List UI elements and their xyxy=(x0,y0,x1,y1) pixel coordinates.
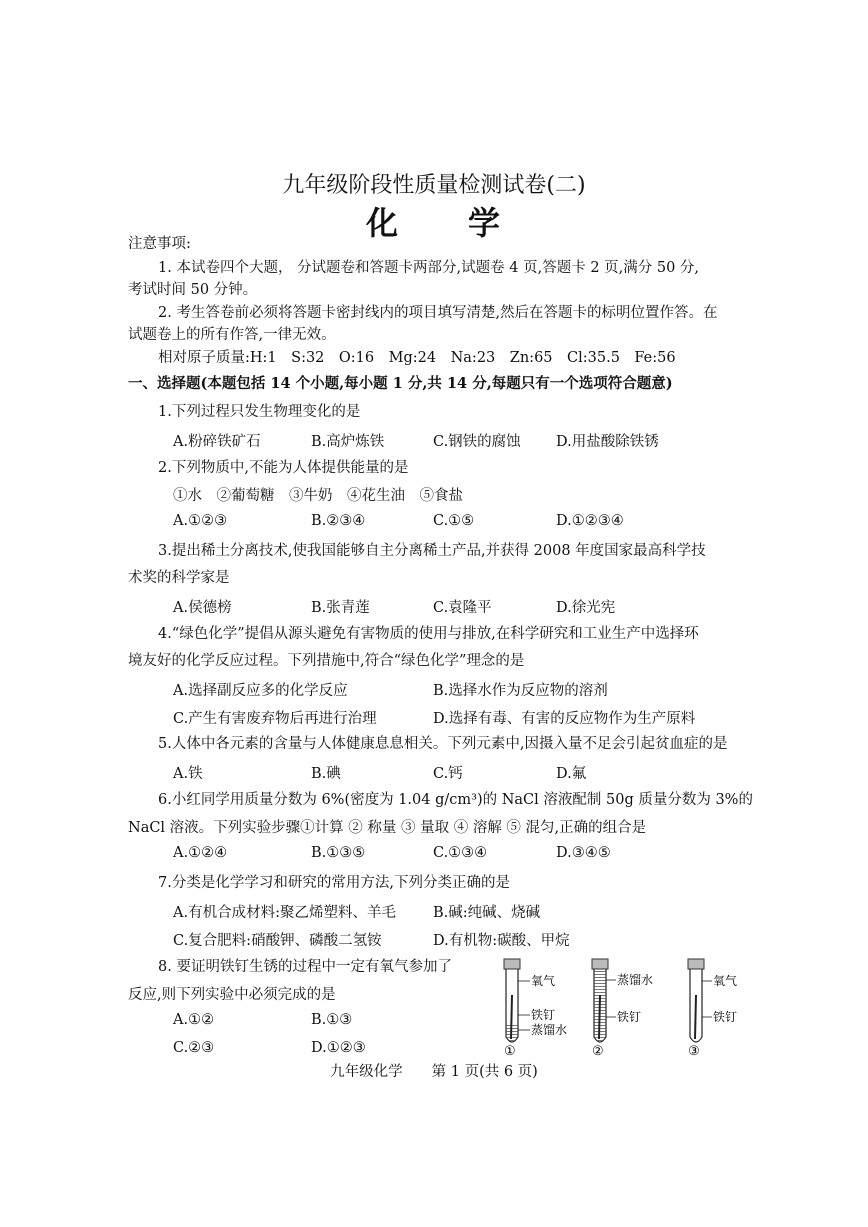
q7-option-c: C.复合肥料:硝酸钾、磷酸二氢铵 xyxy=(173,933,382,949)
tube1-label-water: 蒸馏水 xyxy=(531,1023,568,1037)
q3-option-d: D.徐光宪 xyxy=(556,600,616,616)
q8-option-a: A.①② xyxy=(173,1012,215,1028)
q1-option-b: B.高炉炼铁 xyxy=(311,434,385,450)
nail-3 xyxy=(695,995,696,1039)
test-tube-3 xyxy=(688,959,737,1059)
nail-1 xyxy=(511,995,512,1039)
q2-items: ①水 ②葡萄糖 ③牛奶 ④花生油 ⑤食盐 xyxy=(173,488,463,504)
q3-option-a: A.侯德榜 xyxy=(173,600,232,616)
q7-option-d: D.有机物:碳酸、甲烷 xyxy=(433,933,570,949)
stopper-3 xyxy=(688,959,704,969)
tube1-number: ① xyxy=(504,1044,516,1059)
q2-option-a: A.①②③ xyxy=(173,513,228,529)
q6-stem-line1: 6.小红同学用质量分数为 6%(密度为 1.04 g/cm³)的 NaCl 溶液配制 50g 质量分数为 3%的 xyxy=(158,792,753,808)
q3-option-c: C.袁隆平 xyxy=(433,600,492,616)
q5-option-a: A.铁 xyxy=(173,766,203,782)
stopper-2 xyxy=(592,959,608,969)
tube3-label-nail: 铁钉 xyxy=(713,1010,738,1024)
notice-heading: 注意事项: xyxy=(128,236,191,252)
q6-option-d: D.③④⑤ xyxy=(556,845,611,861)
subject-heading: 化 学 xyxy=(365,204,502,242)
tube3-number: ③ xyxy=(688,1044,700,1059)
test-tube-1 xyxy=(504,959,567,1059)
q4-stem-line2: 境友好的化学反应过程。下列措施中,符合“绿色化学”理念的是 xyxy=(128,653,525,669)
q6-stem-line2: NaCl 溶液。下列实验步骤①计算 ② 称量 ③ 量取 ④ 溶解 ⑤ 混匀,正确的组合是 xyxy=(128,820,647,836)
q1-option-c: C.钢铁的腐蚀 xyxy=(433,434,521,450)
tube1-label-oxygen: 氧气 xyxy=(531,974,556,988)
q5-stem: 5.人体中各元素的含量与人体健康息息相关。下列元素中,因摄入量不足会引起贫血症的是 xyxy=(158,736,728,752)
q3-stem-line1: 3.提出稀土分离技术,使我国能够自主分离稀土产品,并获得 2008 年度国家最高科学技 xyxy=(158,543,706,559)
q8-option-b: B.①③ xyxy=(311,1012,353,1028)
q2-option-b: B.②③④ xyxy=(311,513,366,529)
notice-1-line1: 1. 本试卷四个大题， 分试题卷和答题卡两部分,试题卷 4 页,答题卡 2 页,满分 50 分, xyxy=(158,260,700,276)
q2-option-d: D.①②③④ xyxy=(556,513,624,529)
q7-stem: 7.分类是化学学习和研究的常用方法,下列分类正确的是 xyxy=(158,875,510,891)
q1-option-d: D.用盐酸除铁锈 xyxy=(556,434,659,450)
stopper-1 xyxy=(504,959,520,969)
q4-option-d: D.选择有毒、有害的反应物作为生产原料 xyxy=(433,711,696,727)
tube2-number: ② xyxy=(592,1044,604,1059)
q5-option-d: D.氟 xyxy=(556,766,587,782)
q4-option-a: A.选择副反应多的化学反应 xyxy=(173,683,348,699)
q8-option-d: D.①②③ xyxy=(311,1040,366,1056)
notice-1-line2: 考试时间 50 分钟。 xyxy=(128,282,258,298)
q8-stem-line1: 8. 要证明铁钉生锈的过程中一定有氧气参加了 xyxy=(158,959,452,975)
tube1-label-nail: 铁钉 xyxy=(531,1008,556,1022)
atomic-mass-line: 相对原子质量:H:1 S:32 O:16 Mg:24 Na:23 Zn:65 Cl:35.5 Fe:56 xyxy=(158,350,676,366)
q5-option-b: B.碘 xyxy=(311,766,341,782)
q1-stem: 1.下列过程只发生物理变化的是 xyxy=(158,404,361,420)
q4-option-c: C.产生有害废弃物后再进行治理 xyxy=(173,711,377,727)
q5-option-c: C.钙 xyxy=(433,766,463,782)
q8-option-c: C.②③ xyxy=(173,1040,215,1056)
tube2-label-nail: 铁钉 xyxy=(617,1010,642,1024)
q2-option-c: C.①⑤ xyxy=(433,513,475,529)
q8-stem-line2: 反应,则下列实验中必须完成的是 xyxy=(128,987,336,1003)
test-tube-2 xyxy=(592,959,653,1059)
tube2-label-water: 蒸馏水 xyxy=(617,973,654,987)
q6-option-a: A.①②④ xyxy=(173,845,228,861)
notice-2-line1: 2. 考生答卷前必须将答题卡密封线内的项目填写清楚,然后在答题卡的标明位置作答。在 xyxy=(158,305,718,321)
page-footer: 九年级化学 第 1 页(共 6 页) xyxy=(330,1064,538,1080)
q7-option-a: A.有机合成材料:聚乙烯塑料、羊毛 xyxy=(173,905,396,921)
nail-2 xyxy=(599,995,600,1039)
q7-option-b: B.碱:纯碱、烧碱 xyxy=(433,905,541,921)
exam-title: 九年级阶段性质量检测试卷(二) xyxy=(282,173,586,198)
q6-option-b: B.①③⑤ xyxy=(311,845,366,861)
q4-stem-line1: 4.“绿色化学”提倡从源头避免有害物质的使用与排放,在科学研究和工业生产中选择环 xyxy=(158,626,699,642)
q3-option-b: B.张青莲 xyxy=(311,600,370,616)
q6-option-c: C.①③④ xyxy=(433,845,488,861)
q3-stem-line2: 术奖的科学家是 xyxy=(128,570,230,586)
q4-option-b: B.选择水作为反应物的溶剂 xyxy=(433,683,608,699)
section-heading: 一、选择题(本题包括 14 个小题,每小题 1 分,共 14 分,每题只有一个选项符合题意) xyxy=(128,375,673,392)
notice-2-line2: 试题卷上的所有作答,一律无效。 xyxy=(128,327,336,343)
q2-stem: 2.下列物质中,不能为人体提供能量的是 xyxy=(158,460,409,476)
tube3-label-oxygen: 氧气 xyxy=(713,974,738,988)
test-tube-figure xyxy=(490,955,760,1060)
q1-option-a: A.粉碎铁矿石 xyxy=(173,434,261,450)
